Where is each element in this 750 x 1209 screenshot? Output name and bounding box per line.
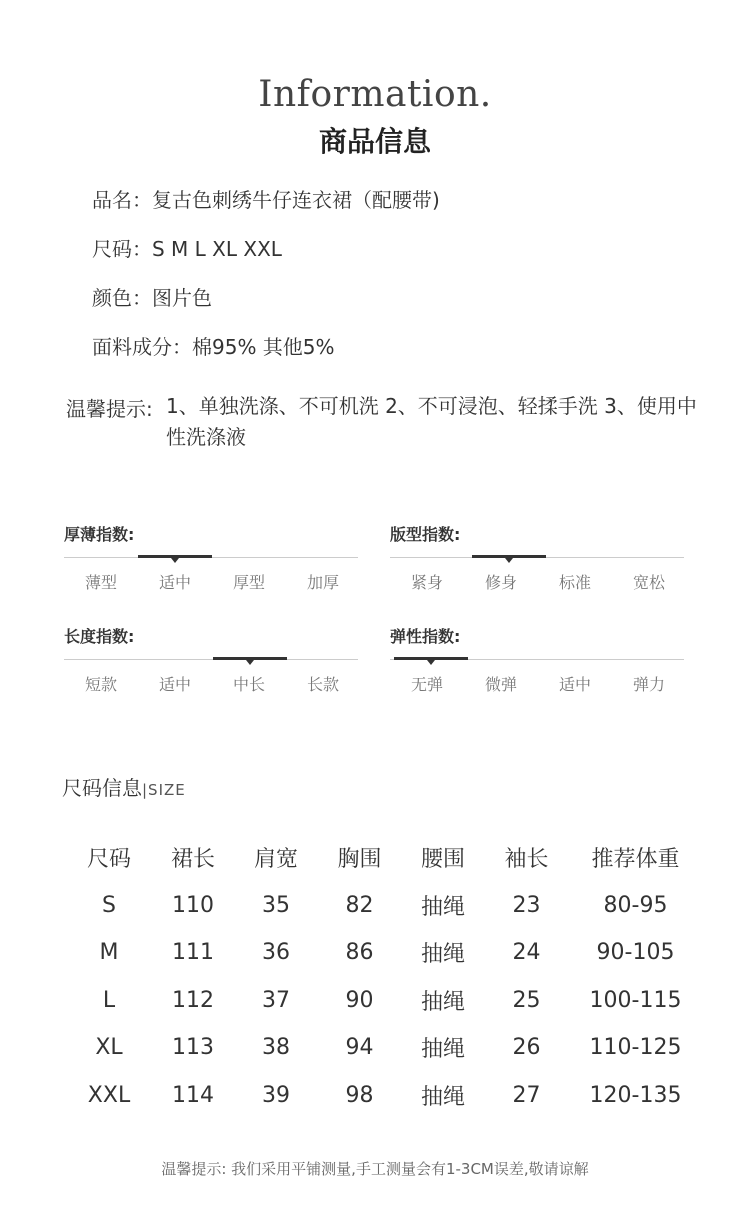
index-title: 厚薄指数: [64, 525, 135, 544]
table-cell: 26 [512, 1035, 541, 1061]
table-cell: XXL [87, 1082, 131, 1108]
table-cell: L [102, 987, 116, 1013]
table-cell: 82 [345, 892, 374, 918]
table-cell: 94 [345, 1035, 374, 1061]
index-selected-marker [394, 657, 468, 660]
table-cell: S [102, 892, 116, 918]
index-option: 长款 [306, 675, 339, 694]
table-row [66, 929, 703, 977]
index-option: 厚型 [232, 573, 265, 592]
index-selected-marker [138, 555, 212, 558]
table-row [66, 882, 703, 930]
table-header-cell: 尺码 [86, 847, 131, 873]
table-cell: 120-135 [589, 1082, 682, 1108]
index-title: 弹性指数: [390, 627, 461, 646]
table-cell: 抽绳 [420, 894, 465, 920]
index-option: 适中 [158, 675, 191, 694]
index-option: 适中 [558, 675, 591, 694]
table-header-cell: 肩宽 [253, 847, 298, 873]
table-cell: 80-95 [603, 892, 668, 918]
index-selected-marker [472, 555, 546, 558]
table-row [66, 1072, 703, 1120]
table-cell: XL [95, 1035, 123, 1061]
index-option: 弹力 [632, 675, 665, 694]
product-name: 品名：复古色刺绣牛仔连衣裙（配腰带) [92, 188, 440, 212]
index-selected-marker [213, 657, 287, 660]
table-cell: 抽绳 [420, 1084, 465, 1110]
index-option: 紧身 [410, 573, 443, 592]
table-cell: 抽绳 [420, 1037, 465, 1063]
table-cell: 98 [345, 1082, 374, 1108]
table-header-cell: 腰围 [420, 847, 465, 873]
index-option: 修身 [484, 573, 517, 592]
table-row [66, 977, 703, 1025]
table-cell: 100-115 [589, 987, 682, 1013]
index-option: 短款 [84, 675, 117, 694]
index-option: 标准 [558, 573, 591, 592]
care-tips-text: 1、单独洗涤、不可机洗 2、不可浸泡、轻揉手洗 3、使用中性洗涤液 [166, 394, 697, 449]
table-row [66, 1024, 703, 1072]
table-cell: 39 [262, 1082, 290, 1108]
table-cell: 111 [172, 940, 214, 966]
index-scale-line [64, 659, 358, 660]
table-cell: 37 [262, 987, 290, 1013]
table-cell: 23 [512, 892, 541, 918]
table-cell: 抽绳 [420, 989, 465, 1015]
table-cell: 抽绳 [420, 942, 465, 968]
product-sizes: 尺码：S M L XL XXL [92, 237, 282, 261]
table-cell: 110-125 [589, 1035, 682, 1061]
table-cell: 27 [512, 1082, 541, 1108]
measurement-note: 温馨提示: 我们采用平铺测量,手工测量会有1-3CM误差,敬请谅解 [161, 1160, 589, 1178]
table-cell: M [99, 940, 119, 966]
index-option: 加厚 [306, 573, 339, 592]
table-cell: 24 [512, 940, 541, 966]
title-chinese: 商品信息 [318, 125, 431, 158]
table-cell: 35 [262, 892, 290, 918]
table-cell: 86 [345, 940, 374, 966]
size-table [66, 834, 703, 1119]
table-header-cell: 裙长 [170, 847, 215, 873]
table-cell: 36 [262, 940, 290, 966]
index-title: 版型指数: [390, 525, 461, 544]
index-option: 中长 [232, 675, 265, 694]
product-color: 颜色：图片色 [92, 286, 212, 310]
table-cell: 90 [345, 987, 374, 1013]
table-cell: 38 [262, 1035, 290, 1061]
table-cell: 114 [172, 1082, 214, 1108]
size-info-title-cn: 尺码信息 [62, 776, 142, 800]
product-fabric: 面料成分：棉95% 其他5% [92, 335, 335, 359]
table-cell: 90-105 [596, 940, 675, 966]
index-option: 薄型 [84, 573, 117, 592]
table-cell: 112 [172, 987, 214, 1013]
table-header-cell: 胸围 [337, 847, 382, 873]
table-cell: 25 [512, 987, 541, 1013]
table-cell: 113 [172, 1035, 214, 1061]
index-option: 无弹 [410, 675, 443, 694]
index-title: 长度指数: [64, 627, 135, 646]
index-option: 适中 [158, 573, 191, 592]
size-info-title-en: |SIZE [142, 781, 186, 799]
table-cell: 110 [172, 892, 214, 918]
size-info-title [62, 772, 186, 801]
table-header-row [66, 834, 703, 882]
care-tips-label: 温馨提示: [66, 397, 153, 421]
index-option: 宽松 [632, 573, 665, 592]
index-option: 微弹 [484, 675, 517, 694]
table-header-cell: 推荐体重 [591, 847, 680, 873]
table-header-cell: 袖长 [504, 847, 549, 873]
title-english: Information. [258, 74, 492, 115]
